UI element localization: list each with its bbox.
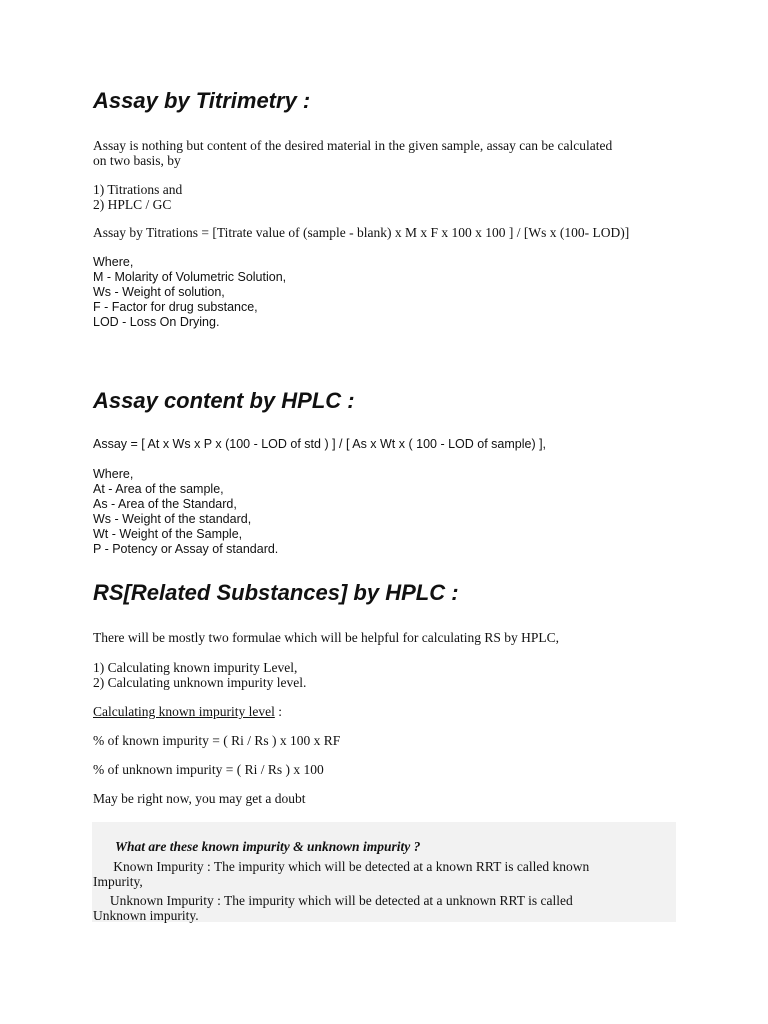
- heading-assay-titrimetry: Assay by Titrimetry :: [93, 88, 311, 113]
- known-impurity-link[interactable]: Calculating known impurity level: [93, 704, 275, 719]
- titration-formula: Assay by Titrations = [Titrate value of (sample - blank) x M x F x 100 x 100 ] / [Ws x (100- LOD)]: [93, 225, 630, 240]
- rs-list: [93, 660, 306, 690]
- basis-list: [93, 182, 182, 212]
- doubt-text: May be right now, you may get a doubt: [93, 791, 306, 806]
- definition-item: P - Potency or Assay of standard.: [93, 542, 279, 556]
- known-impurity-formula: % of known impurity = ( Ri / Rs ) x 100 x RF: [93, 733, 341, 748]
- definition-item: M - Molarity of Volumetric Solution,: [93, 270, 287, 284]
- hplc-definitions: [93, 467, 278, 557]
- definition-item: Ws - Weight of the standard,: [93, 512, 252, 526]
- intro-line: on two basis, by: [93, 153, 181, 168]
- definition-item: F - Factor for drug substance,: [93, 300, 258, 314]
- definition-line: Impurity,: [93, 874, 143, 889]
- intro-paragraph: [93, 138, 612, 168]
- intro-line: Assay is nothing but content of the desired material in the given sample, assay can be calculated: [93, 138, 613, 153]
- unknown-impurity-formula: % of unknown impurity = ( Ri / Rs ) x 100: [93, 762, 324, 777]
- known-impurity-subheading: [93, 704, 282, 719]
- definition-item: Wt - Weight of the Sample,: [93, 527, 243, 541]
- heading-assay-hplc: Assay content by HPLC :: [93, 388, 355, 413]
- definition-item: As - Area of the Standard,: [93, 497, 237, 511]
- heading-related-substances: RS[Related Substances] by HPLC :: [93, 580, 459, 605]
- callout-question: What are these known impurity & unknown impurity ?: [115, 839, 421, 854]
- definition-item: At - Area of the sample,: [93, 482, 224, 496]
- list-item: 2) HPLC / GC: [93, 197, 172, 212]
- definition-item: LOD - Loss On Drying.: [93, 315, 220, 329]
- definition-line: Unknown impurity.: [93, 908, 199, 923]
- list-item: 1) Calculating known impurity Level,: [93, 660, 298, 675]
- definition-line: Unknown Impurity : The impurity which will be detected at a unknown RRT is called: [93, 893, 573, 908]
- where-label: Where,: [93, 255, 134, 269]
- where-label: Where,: [93, 467, 134, 481]
- list-item: 2) Calculating unknown impurity level.: [93, 675, 307, 690]
- known-impurity-definition: [93, 859, 653, 889]
- rs-intro: There will be mostly two formulae which will be helpful for calculating RS by HPLC,: [93, 630, 560, 645]
- list-item: 1) Titrations and: [93, 182, 183, 197]
- hplc-formula: Assay = [ At x Ws x P x (100 - LOD of std ) ] / [ As x Wt x ( 100 - LOD of sample) ],: [93, 437, 547, 451]
- impurity-callout: [92, 822, 676, 922]
- definition-item: Ws - Weight of solution,: [93, 285, 225, 299]
- subheading-colon: :: [274, 704, 282, 719]
- unknown-impurity-definition: [93, 893, 653, 923]
- titration-definitions: [93, 255, 286, 330]
- definition-line: Known Impurity : The impurity which will be detected at a known RRT is called known: [93, 859, 590, 874]
